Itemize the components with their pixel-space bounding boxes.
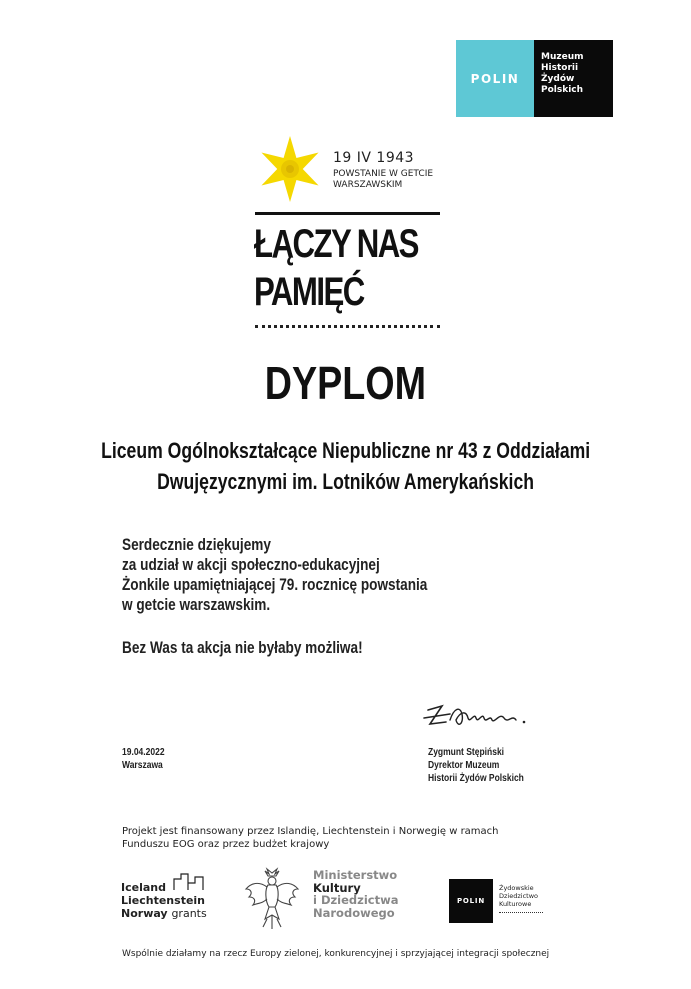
polin-name-line: Muzeum <box>541 52 584 62</box>
event-date: 19 IV 1943 <box>333 150 415 166</box>
grants-word: grants <box>171 907 207 920</box>
event-subtitle-line2: WARSZAWSKIM <box>333 180 403 190</box>
recipient-line1-text: Liceum Ogólnokształcące Niepubliczne nr 43 z Oddziałami <box>100 438 591 463</box>
event-subtitle-line1: POWSTANIE W GETCIE <box>333 169 434 179</box>
polin-name-line: Żydów <box>541 74 575 84</box>
divider <box>255 212 440 215</box>
polin-name-line: Polskich <box>541 85 584 95</box>
grants-norway: Norway <box>121 907 168 920</box>
diploma-title <box>0 355 691 411</box>
polin-museum-logo <box>456 40 613 117</box>
ministry-line: i Dziedzictwa <box>313 893 399 907</box>
slogan-line1: ŁĄCZY NAS <box>254 222 418 266</box>
grants-liechtenstein: Liechtenstein <box>121 894 206 907</box>
recipient-line1 <box>0 438 691 464</box>
polin-small-logo <box>449 879 493 923</box>
zdk-logo <box>499 884 538 908</box>
bottom-note: Wspólnie działamy na rzecz Europy zielonej, konkurencyjnej i sprzyjającej integracji społecznej <box>122 949 550 959</box>
grants-emblem-icon <box>173 873 205 891</box>
funding-line: Funduszu EOG oraz przez budżet krajowy <box>122 839 330 850</box>
diploma-title-text: DYPLOM <box>264 357 427 409</box>
recipient-line2-text: Dwujęzycznymi im. Lotników Amerykańskich <box>157 469 534 494</box>
slogan-line2: PAMIĘĆ <box>254 270 364 314</box>
zdk-line: Żydowskie <box>499 884 534 892</box>
ministry-line: Ministerstwo <box>313 868 398 882</box>
message-line: za udział w akcji społeczno-edukacyjnej <box>122 555 380 574</box>
message-closing: Bez Was ta akcja nie byłaby możliwa! <box>122 638 363 657</box>
issue-place: Warszawa <box>122 760 163 771</box>
message-line: w getcie warszawskim. <box>122 595 271 614</box>
signature-image <box>420 698 540 732</box>
grants-iceland: Iceland <box>121 881 166 894</box>
ministry-line: Kultury <box>313 880 361 895</box>
zdk-dotted-rule <box>499 912 543 913</box>
zdk-line: Dziedzictwo <box>499 892 538 900</box>
issue-date: 19.04.2022 <box>122 747 165 758</box>
polish-eagle-icon <box>243 867 301 933</box>
zdk-line: Kulturowe <box>499 900 532 908</box>
polin-wordmark: POLIN <box>470 71 520 86</box>
recipient-line2 <box>0 469 691 495</box>
message-line: Żonkile upamiętniającej 79. rocznicę powstania <box>122 575 428 594</box>
signatory-name: Zygmunt Stępiński <box>428 747 505 758</box>
ministry-line: Narodowego <box>313 905 395 920</box>
polin-museum-name <box>534 40 613 117</box>
dotted-divider <box>255 325 440 328</box>
polin-small-wordmark: POLIN <box>456 897 485 905</box>
message-line: Serdecznie dziękujemy <box>122 535 271 554</box>
daffodil-icon <box>255 134 325 204</box>
signatory-role: Historii Żydów Polskich <box>428 773 524 784</box>
funding-line: Projekt jest finansowany przez Islandię, Liechtenstein i Norwegię w ramach <box>122 826 499 837</box>
polin-name-line: Historii <box>541 63 579 73</box>
polin-wordmark-box <box>456 40 534 117</box>
eea-grants-logo <box>121 873 221 925</box>
ministry-logo <box>313 869 399 919</box>
signatory-role: Dyrektor Muzeum <box>428 760 500 771</box>
